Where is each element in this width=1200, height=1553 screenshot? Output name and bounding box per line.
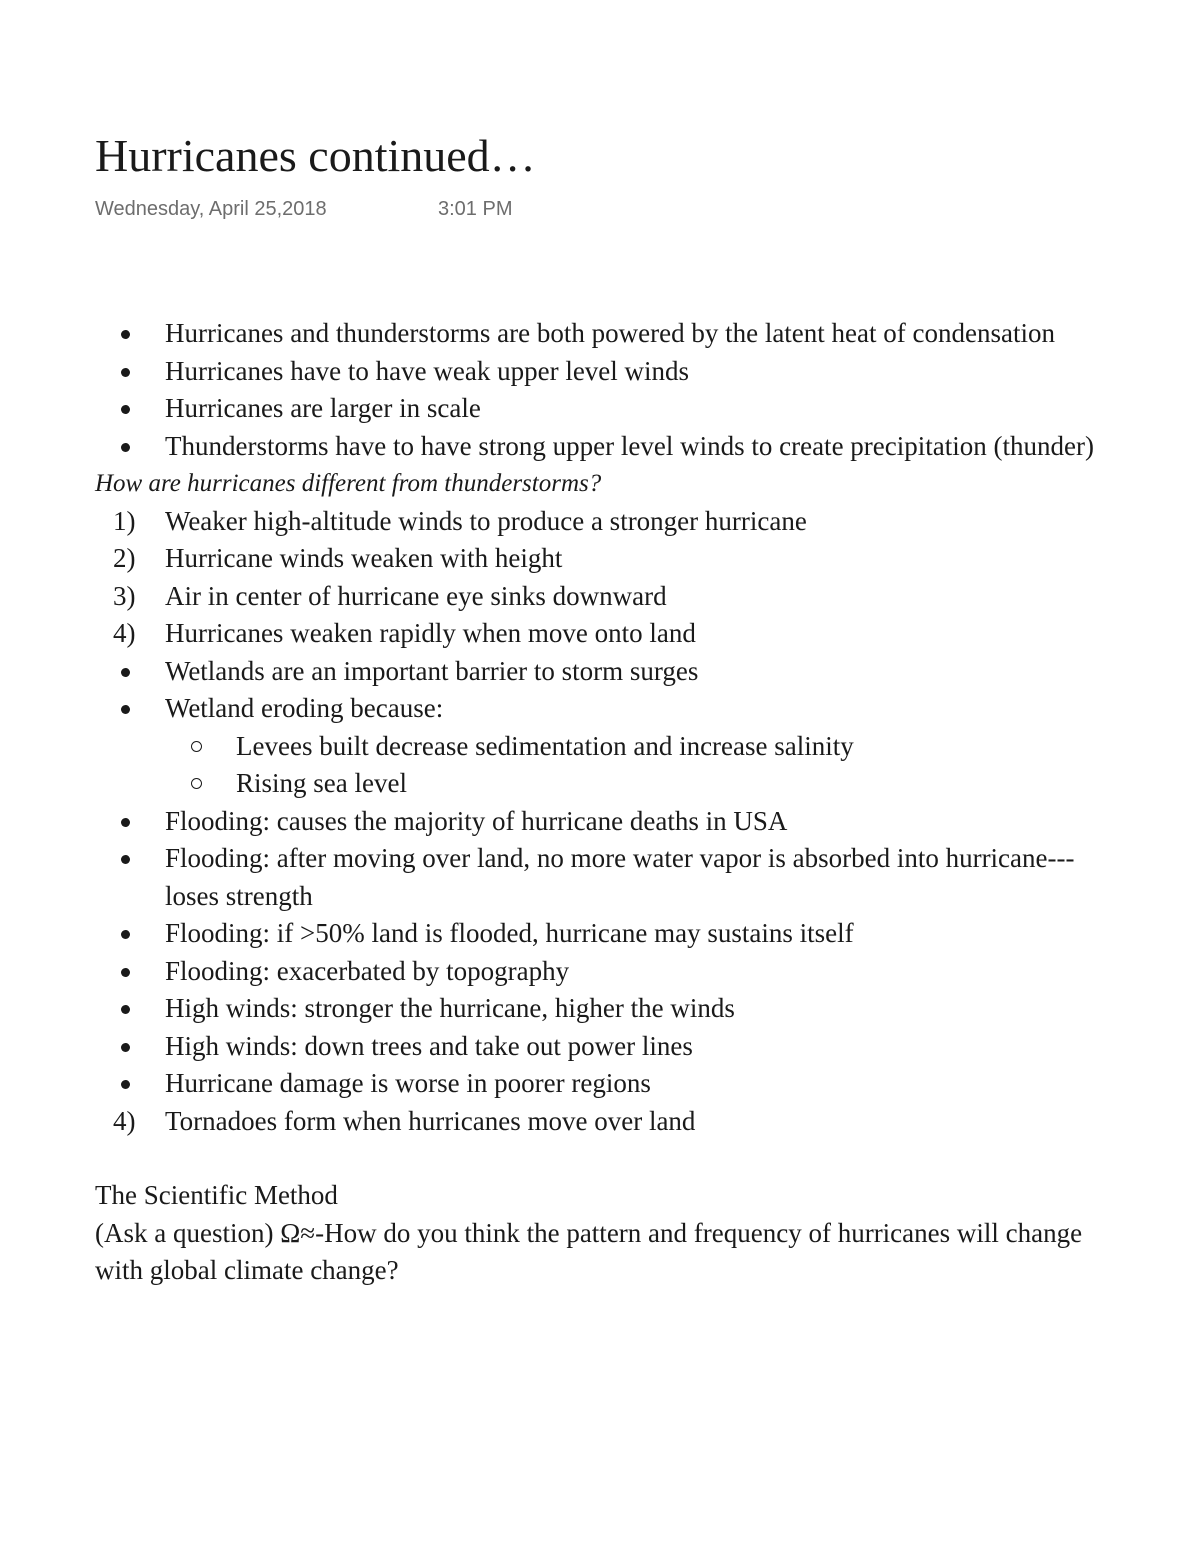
number-marker: 3) [113, 580, 136, 611]
list-item-text: Flooding: causes the majority of hurricane deaths in USA [165, 805, 788, 836]
bullet-marker [121, 1005, 130, 1014]
bullet-marker [121, 443, 130, 452]
list-item [95, 803, 1105, 841]
list-item [95, 690, 1105, 728]
bullet-marker [121, 1080, 130, 1089]
list-item-text: Flooding: after moving over land, no more water vapor is absorbed into hurricane--- loses strength [165, 843, 1075, 911]
hollow-bullet-marker [191, 741, 202, 752]
closing-paragraph: (Ask a question) Ω≈-How do you think the pattern and frequency of hurricanes will change with global climate change? [95, 1217, 1083, 1285]
list-item-text: Hurricane winds weaken with height [165, 543, 563, 573]
list-item-text: Flooding: exacerbated by topography [165, 955, 570, 986]
list-item [95, 353, 1105, 391]
numbered-item [95, 540, 1105, 578]
list-item-text: Thunderstorms have to have strong upper level winds to create precipitation (thunder) [165, 430, 1094, 461]
list-item-text: Weaker high-altitude winds to produce a stronger hurricane [165, 505, 807, 536]
list-item-text: Hurricanes have to have weak upper level winds [165, 355, 690, 386]
list-item [95, 390, 1105, 428]
list-item-text: Levees built decrease sedimentation and increase salinity [236, 730, 854, 761]
page-time: 3:01 PM [438, 198, 513, 220]
number-marker: 2) [113, 543, 136, 573]
numbered-item [95, 578, 1105, 616]
bullet-marker [121, 368, 130, 377]
page-date: Wednesday, April 25,2018 [95, 198, 327, 220]
list-item-text: Flooding: if >50% land is flooded, hurricane may sustains itself [165, 918, 854, 948]
list-item [95, 1065, 1105, 1103]
spacer [95, 1140, 1105, 1177]
bullet-marker [121, 405, 130, 414]
list-item-text: Hurricanes weaken rapidly when move onto land [165, 618, 696, 648]
list-item-text: Hurricane damage is worse in poorer regions [165, 1068, 651, 1098]
bullet-marker [121, 818, 130, 827]
list-item-text: Hurricanes are larger in scale [165, 393, 481, 423]
list-item-text: Air in center of hurricane eye sinks downward [165, 580, 667, 611]
numbered-item [95, 1103, 1105, 1141]
page-title: Hurricanes continued… [95, 130, 536, 181]
list-item [95, 315, 1105, 353]
numbered-item [95, 503, 1105, 541]
bullet-marker [121, 855, 130, 864]
bullet-marker [121, 705, 130, 714]
section-heading: The Scientific Method [95, 1180, 338, 1210]
list-item [95, 990, 1105, 1028]
bullet-marker [121, 968, 130, 977]
list-item-text: Tornadoes form when hurricanes move over land [165, 1105, 696, 1136]
bullet-marker [121, 330, 130, 339]
bullet-marker [121, 668, 130, 677]
number-marker: 4) [113, 1105, 136, 1136]
sub-list-item [95, 765, 1105, 803]
sub-list-item [95, 728, 1105, 766]
note-body [95, 315, 1105, 1290]
list-item-text: Hurricanes and thunderstorms are both powered by the latent heat of condensation [165, 318, 1055, 348]
list-item-text: High winds: stronger the hurricane, higher the winds [165, 993, 735, 1023]
bullet-marker [121, 930, 130, 939]
list-item [95, 428, 1105, 466]
bullet-marker [121, 1043, 130, 1052]
list-item-text: Wetlands are an important barrier to storm surges [165, 655, 699, 686]
list-item [95, 953, 1105, 991]
question-heading: How are hurricanes different from thunderstorms? [95, 470, 602, 497]
list-item-text: Wetland eroding because: [165, 693, 444, 723]
list-item [95, 840, 1105, 915]
list-item [95, 653, 1105, 691]
number-marker: 4) [113, 618, 136, 648]
list-item [95, 915, 1105, 953]
number-marker: 1) [113, 505, 136, 536]
list-item [95, 1028, 1105, 1066]
numbered-item [95, 615, 1105, 653]
hollow-bullet-marker [191, 778, 202, 789]
list-item-text: Rising sea level [236, 768, 407, 798]
page-timestamp [95, 198, 513, 221]
list-item-text: High winds: down trees and take out power lines [165, 1030, 693, 1061]
